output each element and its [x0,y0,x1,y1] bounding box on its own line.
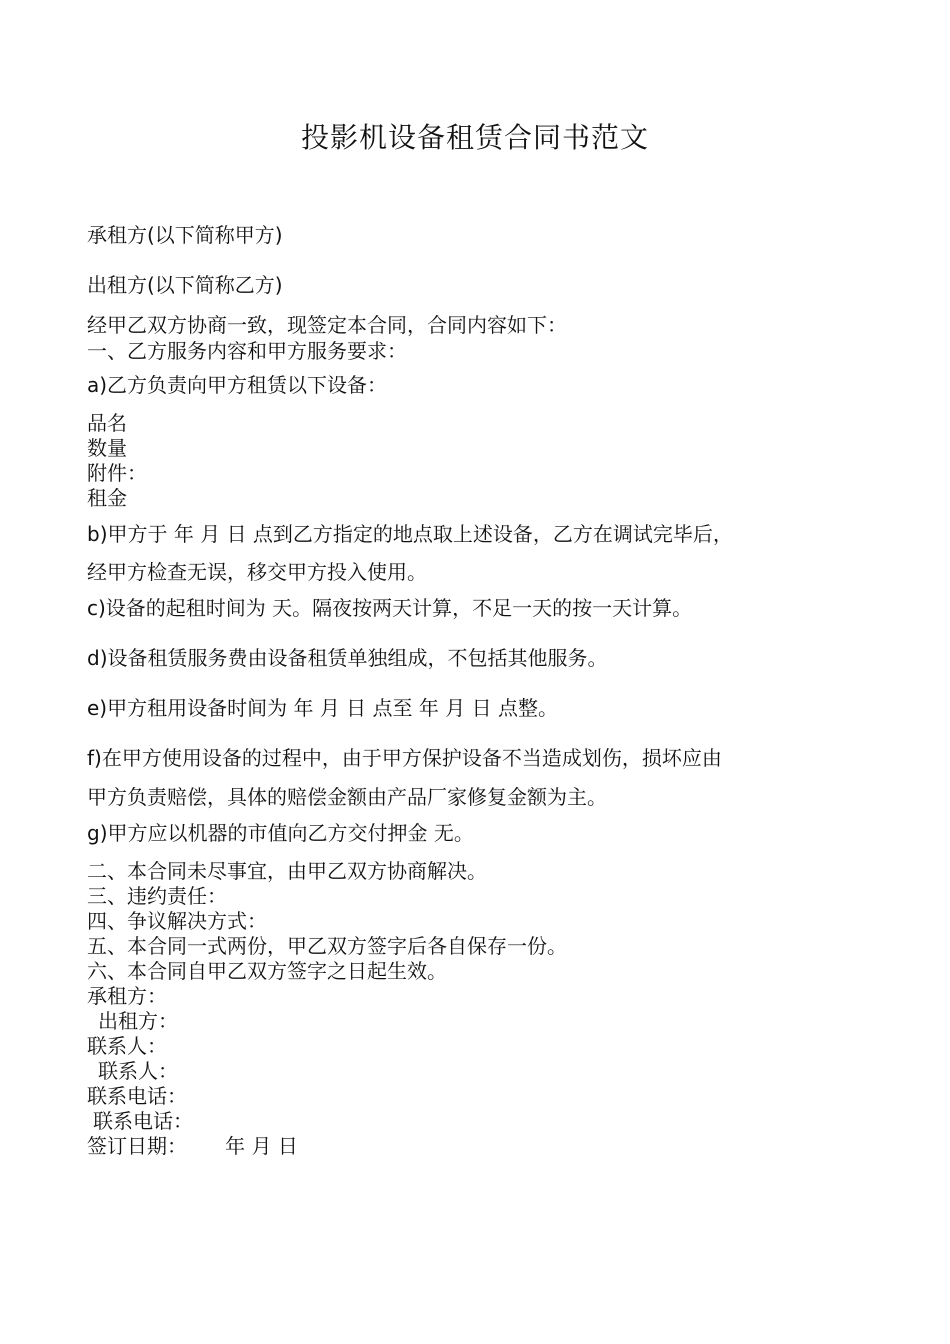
clause-f-line-1: f)在甲方使用设备的过程中，由于甲方保护设备不当造成划伤，损坏应由 [87,746,722,770]
contact-phone-lessee: 联系电话： [87,1084,187,1108]
section-3: 三、违约责任： [87,884,227,908]
clause-e: e)甲方租用设备时间为 年 月 日 点至 年 月 日 点整。 [87,696,558,720]
section-4: 四、争议解决方式： [87,909,267,933]
clause-g: g)甲方应以机器的市值向乙方交付押金 无。 [87,821,474,845]
signature-lessor: 出租方： [98,1009,178,1033]
clause-d: d)设备租赁服务费由设备租赁单独组成，不包括其他服务。 [87,646,608,670]
document-title: 投影机设备租赁合同书范文 [300,121,649,154]
lessor-intro: 出租方(以下简称乙方) [87,273,283,297]
clause-c: c)设备的起租时间为 天。隔夜按两天计算，不足一天的按一天计算。 [87,596,693,620]
section-2: 二、本合同未尽事宜，由甲乙双方协商解决。 [87,859,487,883]
field-product-name: 品名 [87,411,127,435]
field-rent: 租金 [87,486,127,510]
section-1-heading: 一、乙方服务内容和甲方服务要求： [87,339,407,363]
agreement-intro: 经甲乙双方协商一致，现签定本合同，合同内容如下： [87,313,567,337]
contact-person-lessor: 联系人： [98,1059,178,1083]
contact-phone-lessor: 联系电话： [93,1109,193,1133]
field-accessories: 附件： [87,461,147,485]
signing-date: 签订日期： 年 月 日 [87,1134,298,1158]
clause-b-line-1: b)甲方于 年 月 日 点到乙方指定的地点取上述设备，乙方在调试完毕后， [87,522,733,546]
signature-lessee: 承租方： [87,984,167,1008]
clause-b-line-2: 经甲方检查无误，移交甲方投入使用。 [87,560,427,584]
field-quantity: 数量 [87,436,127,460]
section-6: 六、本合同自甲乙双方签字之日起生效。 [87,959,447,983]
clause-a: a)乙方负责向甲方租赁以下设备： [87,373,388,397]
lessee-intro: 承租方(以下简称甲方) [87,223,283,247]
contact-person-lessee: 联系人： [87,1034,167,1058]
section-5: 五、本合同一式两份，甲乙双方签字后各自保存一份。 [87,934,567,958]
clause-f-line-2: 甲方负责赔偿，具体的赔偿金额由产品厂家修复金额为主。 [87,785,607,809]
